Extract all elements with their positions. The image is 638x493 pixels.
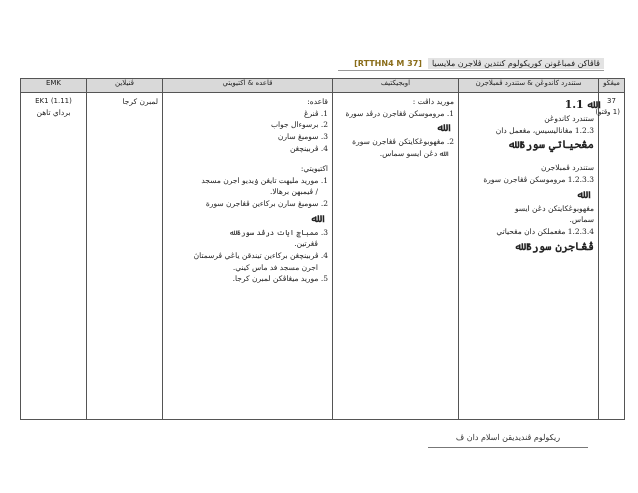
rules-cell (163, 93, 333, 420)
objectives-line: 2. مڠهوبوڠكايتكن ڤڠاجرن سورة (352, 137, 454, 147)
emk-code: EK1 (1.11) (35, 97, 72, 105)
activities-line: اجرن مسجد فد ماس کيني. (232, 262, 318, 272)
column-header-values: ڤنيلاين (87, 79, 163, 93)
objectives-heading: موريد داڤت : (412, 97, 454, 106)
standards-line: مڠهوبوڠكايتكن دڠن ايسو (514, 203, 594, 213)
column-header-objectives: اوبجيكتيف (333, 79, 459, 93)
activities-line: 3. ممباچ ايات درڤد سورة ﷲ (229, 227, 328, 237)
rules-line: 1. ڤنرڠ (303, 108, 328, 118)
standards-line: 1.2.3.4 مڠعملكن دان مڠحياتي (496, 226, 594, 236)
standards-line: ستندرد ڤمبلاجرن (540, 163, 594, 173)
activities-line: / ڤيمبهن برهالا. (269, 187, 318, 197)
column-header-week: ميڠڬو (599, 79, 625, 93)
page-footer: ريكولوم ڤنديديقن اسلام دان ڤ (428, 433, 588, 448)
standards-line: 1.2.3 مڠاناليسيس، مڠعمل دان (495, 125, 594, 135)
week-number: 37 (607, 97, 616, 105)
standards-line: ﷲ (577, 187, 584, 201)
objectives-line: ﷲ دڠن ايسو سماس. (379, 148, 444, 158)
table-header-row (21, 79, 625, 93)
objectives-cell (333, 93, 459, 420)
rules-heading: قاعده: (307, 97, 328, 106)
header-divider (338, 70, 604, 71)
standards-line: سماس. (569, 215, 594, 225)
standards-line: 1.2.3.3 مروموسكن ڤڠاجرن سورة (483, 174, 594, 184)
emk-value: برداي تاهن (36, 107, 71, 117)
rules-line: 4. ڤربينچڠن (289, 143, 328, 153)
header-title: ڤاڤاكن فمباڠونن كوريكولوم كنتدين ڤلاجرن ملايسيا (428, 58, 604, 69)
objectives-line: ﷲ (437, 121, 444, 135)
week-note: (1 وقتو) (595, 107, 620, 116)
lesson-plan-table (20, 78, 625, 420)
standards-line: ڤڠاجرن سورة ﷲ (515, 239, 594, 253)
column-header-emk: EMK (21, 79, 87, 93)
week-cell (595, 93, 625, 420)
standards-cell (459, 93, 599, 420)
column-header-rules: قاعده & اكتيويتي (163, 79, 333, 93)
document-header (338, 56, 604, 70)
emk-cell (21, 93, 87, 420)
rules-line: 2. برسوءال جواب (270, 120, 328, 130)
activities-line: 2. سومبڠ سارن برکاءين ڤڠاجرن سورة (205, 199, 328, 208)
objectives-line: 1. مروموسكن ڤڠاجرن درڤد سورة (345, 108, 454, 118)
activities-line: 5. موريد ميڠاڤكن لمبرن كرجا. (232, 274, 328, 284)
activities-line: 4. ڤربينچڠن برکاءين تيندقن ياڠي ڤرسمتاڽ (193, 250, 328, 260)
activities-line: 1. موريد مليهت تايڠن ۏيديو اجرن مسجد (201, 175, 328, 185)
values-text: لمبرن كرجا (122, 97, 158, 106)
column-header-standards: ستندرد كاندوڠن & ستندرد ڤمبلاجرن (459, 79, 599, 93)
rules-line: 3. سومبڠ سارن (277, 131, 328, 141)
activities-line: ﷲ (311, 211, 318, 225)
header-code: [RTTHN4 M 37] (354, 58, 422, 68)
standards-line: مڠحياتي سورة ﷲ (508, 138, 594, 152)
standards-line: ﷲ 1.1 (564, 98, 594, 111)
activities-heading: اكتيويتي: (300, 164, 328, 174)
values-cell (87, 93, 163, 420)
standards-line: ستندرد كاندوڠن (544, 114, 594, 124)
table-row (21, 93, 625, 420)
activities-line: ڤڠرتين. (294, 239, 318, 249)
